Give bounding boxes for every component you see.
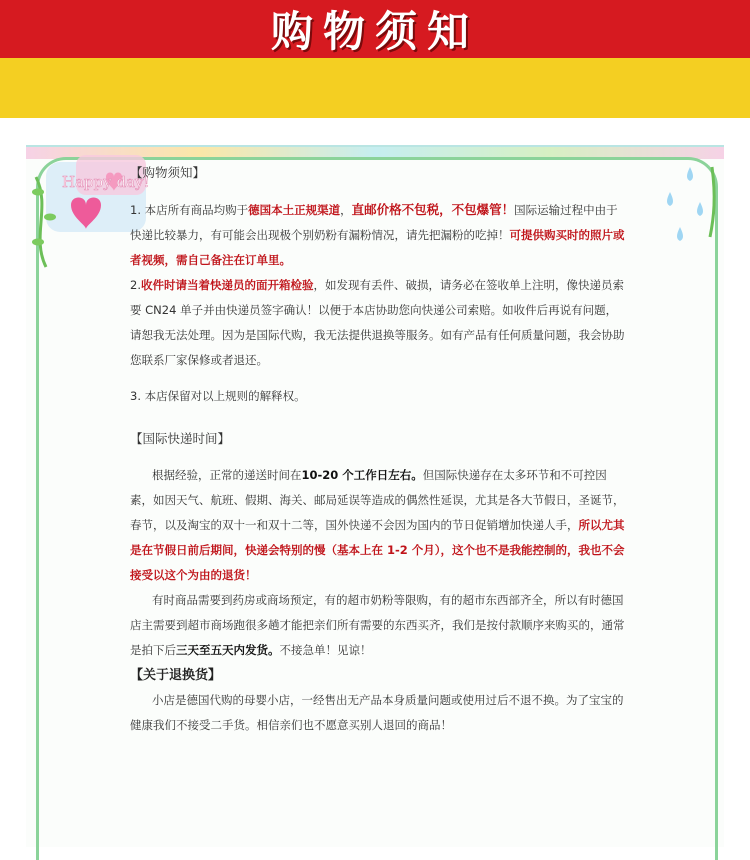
rule-2: 2.收件时请当着快递员的面开箱检验，如发现有丢件、破损，请务必在签收单上注明，像快递员索要 CN24 单子并由快递员签字确认！以便于本店协助您向快递公司索赔。如收件后再说有问题，请恕我无法处理。因为是国际代购，我无法提供退换等服务。如有产品有任何质量问题，我会协助您联系厂家保修或者退还。 xyxy=(130,278,625,367)
section-heading-returns: 【关于退换货】 xyxy=(130,668,222,683)
raindrop-decoration xyxy=(650,147,720,257)
raindrop-icon xyxy=(687,167,693,181)
yellow-band xyxy=(0,58,750,118)
raindrop-icon xyxy=(667,192,673,206)
raindrop-icon xyxy=(697,202,703,216)
returns-paragraph: 小店是德国代购的母婴小店，一经售出无产品本身质量问题或使用过后不退不换。为了宝宝的健康我们不接受二手货。相信亲们也不愿意买别人退回的商品！ xyxy=(130,693,624,732)
raindrop-icon xyxy=(677,227,683,241)
happy-day-sticker: Happy day! xyxy=(62,173,150,191)
shipping-paragraph-1: 根据经验，正常的递送时间在10-20 个工作日左右。但国际快递存在太多环节和不可控因素，如因天气、航班、假期、海关、邮局延误等造成的偶然性延误，尤其是各大节假日，圣诞节，春节，以及淘宝的双十一和双十二等，国外快递不会因为国内的节日促销增加快递人手，所以尤其是在节假日前后期间，快递会特别的慢（基本上在 1-2 个月），这个也不是我能控制的，我也不会接受以这个为由的退货！ xyxy=(130,468,625,582)
rule-1: 1. 本店所有商品均购于德国本土正规渠道，直邮价格不包税，不包爆管！国际运输过程中由于快递比较暴力，有可能会出现极个别奶粉有漏粉情况，请先把漏粉的吃掉！可提供购买时的照片或者视频，需自己备注在订单里。 xyxy=(130,202,625,267)
rule-3: 3. 本店保留对以上规则的解释权。 xyxy=(130,389,306,403)
shipping-paragraph-2: 有时商品需要到药房或商场预定，有的超市奶粉等限购，有的超市东西部齐全，所以有时德国店主需要到超市商场跑很多趟才能把亲们所有需要的东西买齐，我们是按付款顺序来购买的，通常是拍下后三天至五天内发货。不接急单！见谅！ xyxy=(130,593,625,657)
section-heading-shipping: 【国际快递时间】 xyxy=(130,431,231,446)
notice-content xyxy=(130,160,625,738)
section-heading-shopping: 【购物须知】 xyxy=(130,165,206,180)
banner-title: 购物须知 xyxy=(270,7,479,56)
title-banner xyxy=(0,0,750,58)
